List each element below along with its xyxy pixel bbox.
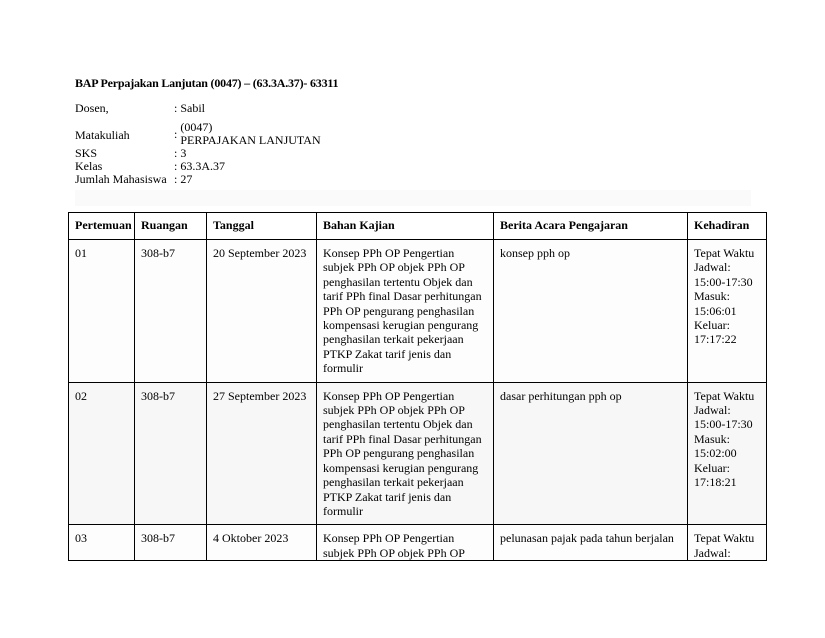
cell-tanggal: 20 September 2023 — [207, 240, 317, 383]
header-berita-acara: Berita Acara Pengajaran — [494, 213, 688, 240]
info-value — [174, 117, 321, 147]
info-value: : 3 — [174, 146, 187, 160]
course-info — [75, 102, 321, 186]
kehadiran-line: Keluar: — [694, 318, 730, 333]
kehadiran-line: Masuk: — [694, 431, 730, 446]
info-row-matakuliah — [75, 117, 321, 147]
info-value: : Sabil — [174, 101, 206, 115]
kehadiran-line: Tepat Waktu — [694, 388, 755, 403]
kehadiran-line: Jadwal: — [694, 403, 731, 418]
cell-kehadiran — [688, 525, 767, 561]
kehadiran-line: 15:06:01 — [694, 303, 737, 318]
info-value-line: PERPAJAKAN LANJUTAN — [180, 133, 321, 147]
header-pertemuan: Pertemuan — [69, 213, 135, 240]
table-row — [69, 382, 767, 525]
cell-bahan-kajian: Konsep PPh OP Pengertian subjek PPh OP objek PPh OP penghasilan tertentu Objek dan tarif PPh final Dasar perhitungan PPh OP pengurang penghasilan kompensasi kerugian pengurang penghasilan terkait pekerjaan PTKP Zakat tarif jenis dan formulir — [317, 240, 494, 383]
header-kehadiran: Kehadiran — [688, 213, 767, 240]
cell-kehadiran — [688, 240, 767, 383]
info-row-dosen — [75, 102, 321, 117]
cell-berita-acara: dasar perhitungan pph op — [494, 382, 688, 525]
cell-ruangan: 308-b7 — [135, 525, 207, 561]
cell-pertemuan: 01 — [69, 240, 135, 383]
kehadiran-line: 17:17:22 — [694, 332, 737, 347]
cell-berita-acara: konsep pph op — [494, 240, 688, 383]
cell-ruangan: 308-b7 — [135, 382, 207, 525]
cell-tanggal: 4 Oktober 2023 — [207, 525, 317, 561]
separator-band — [75, 190, 751, 206]
kehadiran-line: Jadwal: — [694, 545, 731, 560]
info-label: Dosen, — [75, 101, 109, 115]
kehadiran-line: 17:18:21 — [694, 475, 737, 490]
table-row — [69, 240, 767, 383]
info-label: Jumlah Mahasiswa — [75, 172, 167, 186]
kehadiran-line: Jadwal: — [694, 260, 731, 275]
cell-pertemuan: 03 — [69, 525, 135, 561]
cell-bahan-kajian: Konsep PPh OP Pengertian subjek PPh OP objek PPh OP — [317, 525, 494, 561]
cell-ruangan: 308-b7 — [135, 240, 207, 383]
info-row-jumlah — [75, 173, 321, 186]
kehadiran-line: Tepat Waktu — [694, 531, 755, 546]
table-header-row — [69, 213, 767, 240]
page-title: BAP Perpajakan Lanjutan (0047) – (63.3A.37)- 63311 — [75, 76, 339, 90]
info-label: Kelas — [75, 159, 103, 173]
info-value: : 63.3A.37 — [174, 159, 225, 173]
cell-kehadiran — [688, 382, 767, 525]
kehadiran-line: 15:00-17:30 — [694, 417, 753, 432]
kehadiran-line: 15:02:00 — [694, 446, 737, 461]
kehadiran-line: Masuk: — [694, 289, 730, 304]
kehadiran-line: 15:00-17:30 — [694, 274, 753, 289]
table-row — [69, 525, 767, 561]
cell-bahan-kajian: Konsep PPh OP Pengertian subjek PPh OP objek PPh OP penghasilan tertentu Objek dan tarif PPh final Dasar perhitungan PPh OP pengurang penghasilan kompensasi kerugian pengurang penghasilan terkait pekerjaan PTKP Zakat tarif jenis dan formulir — [317, 382, 494, 525]
info-colon: : — [174, 126, 178, 141]
info-value: : 27 — [174, 172, 193, 186]
cell-pertemuan: 02 — [69, 382, 135, 525]
header-tanggal: Tanggal — [207, 213, 317, 240]
kehadiran-line: Keluar: — [694, 460, 730, 475]
header-bahan-kajian: Bahan Kajian — [317, 213, 494, 240]
cell-berita-acara: pelunasan pajak pada tahun berjalan — [494, 525, 688, 561]
info-label: Matakuliah — [75, 127, 130, 142]
header-ruangan: Ruangan — [135, 213, 207, 240]
kehadiran-line: Tepat Waktu — [694, 246, 755, 260]
info-label: SKS — [75, 146, 98, 160]
bap-table — [68, 212, 767, 561]
cell-tanggal: 27 September 2023 — [207, 382, 317, 525]
info-value-line: (0047) — [180, 120, 213, 134]
